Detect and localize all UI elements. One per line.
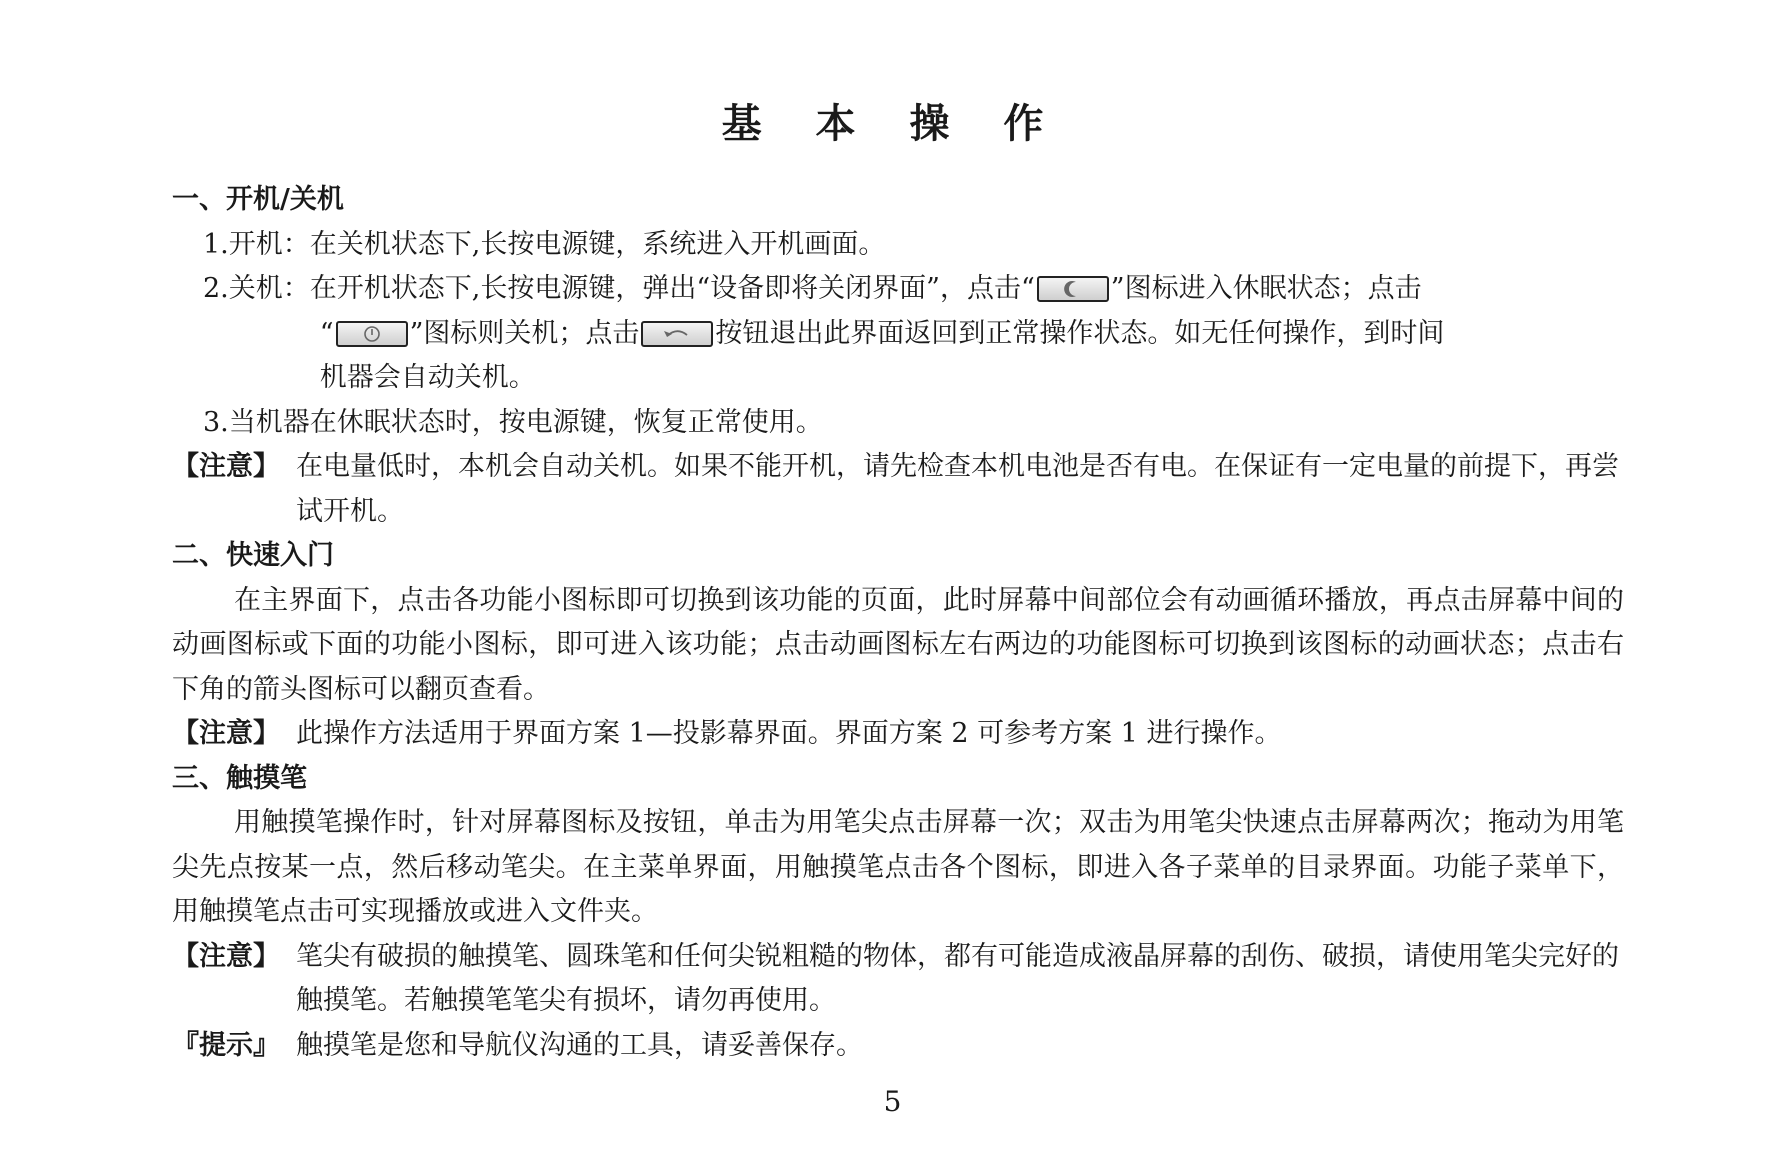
note-text: 笔尖有破损的触摸笔、圆珠笔和任何尖锐粗糙的物体，都有可能造成液晶屏幕的刮伤、破损，请使用笔尖完好的触摸笔。若触摸笔笔尖有损坏，请勿再使用。 [296, 940, 1619, 1016]
item-number: 2. [203, 273, 229, 304]
moon-icon [1037, 276, 1109, 302]
list-item-power-on [172, 223, 1624, 268]
item-text-part: 关机：在开机状态下,长按电源键，弹出“设备即将关闭界面”，点击“ [228, 273, 1035, 304]
note-block [172, 445, 1624, 534]
item-text: 当机器在休眠状态时，按电源键，恢复正常使用。 [228, 406, 823, 438]
tip-text: 触摸笔是您和导航仪沟通的工具，请妥善保存。 [296, 1029, 863, 1061]
back-arrow-icon [641, 321, 713, 347]
item-number: 3. [203, 406, 229, 438]
page-title: 基 本 操 作 [721, 100, 1064, 147]
note-tag: 【注意】 [172, 940, 280, 972]
section-heading-power: 一、开机/关机 [172, 184, 344, 215]
item-text-part: ”图标则关机；点击 [409, 317, 640, 349]
note-tag: 【注意】 [172, 718, 280, 749]
note-block [172, 935, 1624, 1024]
tip-block [172, 1024, 1624, 1069]
note-text: 此操作方法适用于界面方案 1—投影幕界面。界面方案 2 可参考方案 1 进行操作。 [296, 718, 1282, 749]
note-text: 在电量低时，本机会自动关机。如果不能开机，请先检查本机电池是否有电。在保证有一定电量的前提下，再尝试开机。 [296, 451, 1619, 527]
page-number: 5 [883, 1085, 902, 1118]
item-text-part: 按钮退出此界面返回到正常操作状态。如无任何操作，到时间 [715, 317, 1445, 349]
item-text-continuation: 机器会自动关机。 [319, 362, 536, 393]
item-text [229, 267, 1624, 401]
tip-tag: 『提示』 [172, 1029, 280, 1061]
section-heading-stylus: 三、触摸笔 [172, 762, 307, 794]
item-text-continuation [229, 312, 1624, 357]
section-heading-quickstart: 二、快速入门 [172, 540, 334, 571]
note-tag: 【注意】 [172, 451, 280, 482]
list-item-sleep-wake [172, 401, 1624, 446]
list-item-power-off [172, 267, 1624, 401]
item-text: 开机：在关机状态下,长按电源键，系统进入开机画面。 [228, 228, 886, 260]
item-text-part: ”图标进入休眠状态；点击 [1110, 273, 1422, 304]
paragraph: 用触摸笔操作时，针对屏幕图标及按钮，单击为用笔尖点击屏幕一次；双击为用笔尖快速点击屏幕两次；拖动为用笔尖先点按某一点，然后移动笔尖。在主菜单界面，用触摸笔点击各个图标，即进入各子菜单的目录界面。功能子菜单下，用触摸笔点击可实现播放或进入文件夹。 [172, 807, 1624, 927]
item-text-part: “ [319, 317, 334, 349]
note-block [172, 712, 1624, 757]
paragraph: 在主界面下，点击各功能小图标即可切换到该功能的页面，此时屏幕中间部位会有动画循环播放，再点击屏幕中间的动画图标或下面的功能小图标，即可进入该功能；点击动画图标左右两边的功能图标可切换到该图标的动画状态；点击右下角的箭头图标可以翻页查看。 [172, 584, 1624, 705]
power-icon [336, 321, 408, 347]
page-content [172, 178, 1624, 1068]
item-number: 1. [203, 228, 229, 260]
